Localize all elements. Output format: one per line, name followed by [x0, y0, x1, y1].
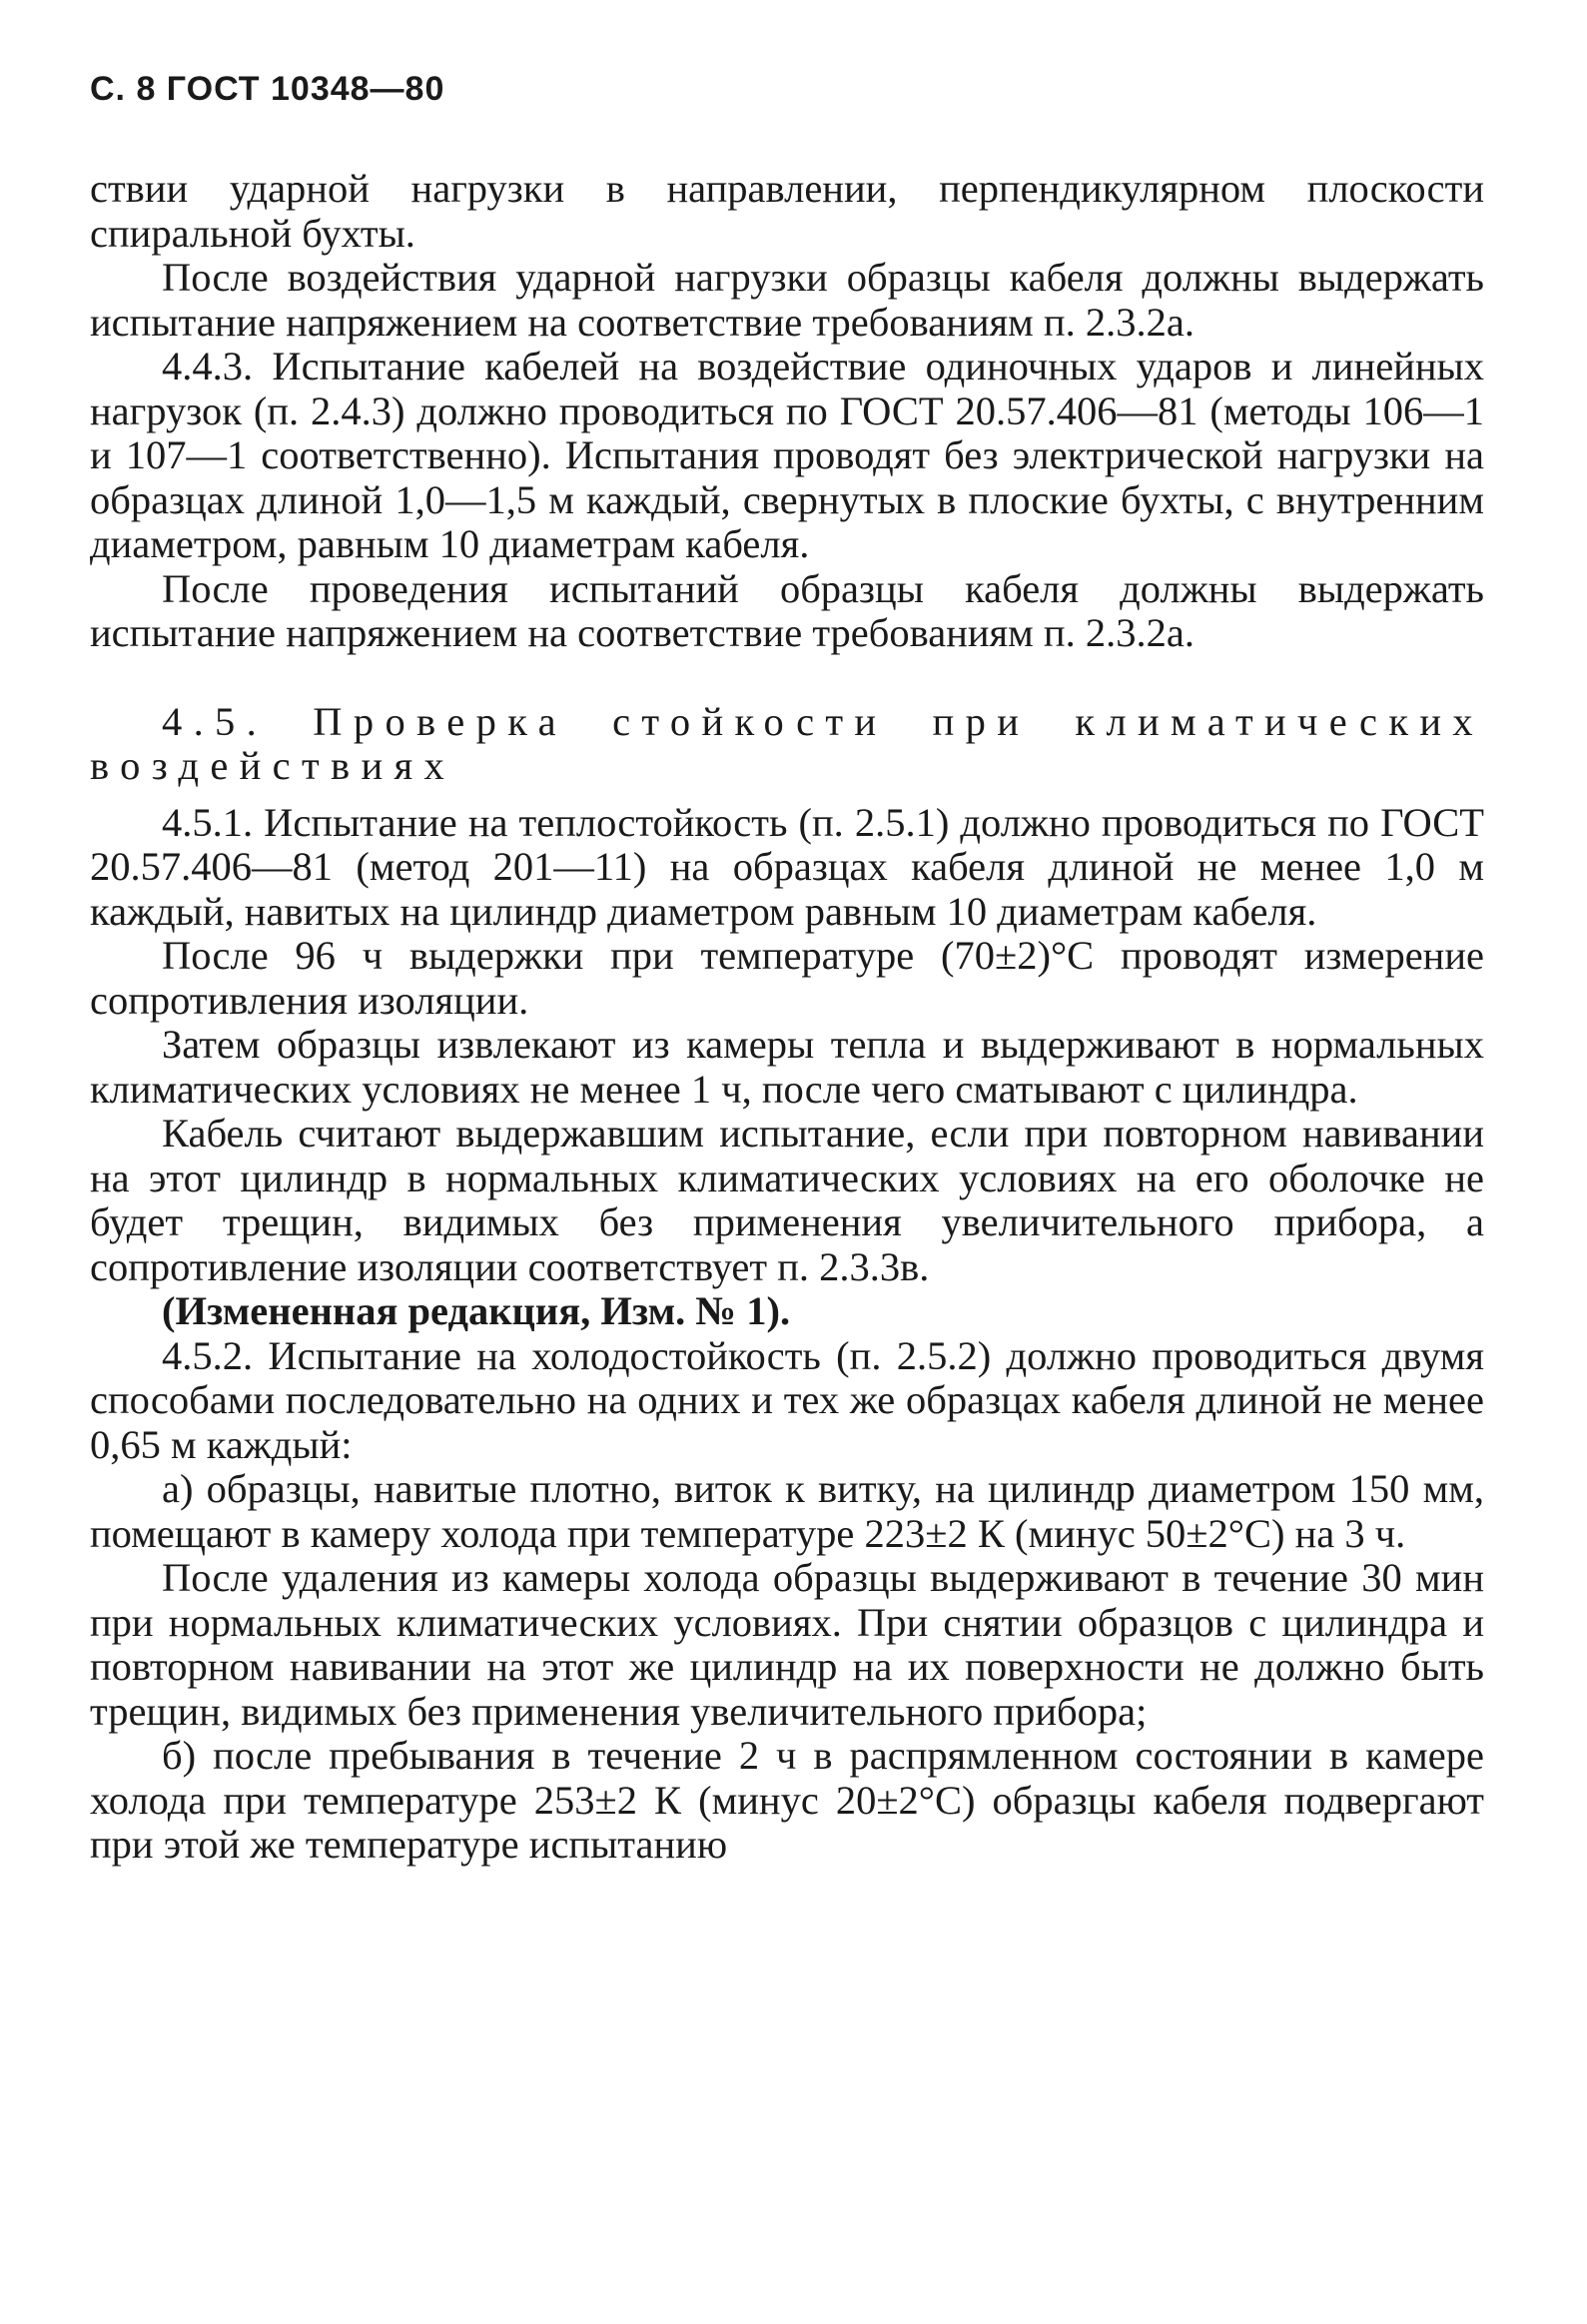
paragraph-heat-chamber: Затем образцы извлекают из камеры тепла и выдерживают в нормальных климатических условиях не менее 1 ч, после чего сматывают с цилиндра.: [90, 1022, 1484, 1112]
paragraph-4-5-2: 4.5.2. Испытание на холодостойкость (п. 2.5.2) должно проводиться двумя способами последовательно на одних и тех же образцах кабеля длиной не менее 0,65 м каждый:: [90, 1332, 1484, 1467]
paragraph-4-5-1: 4.5.1. Испытание на теплостойкость (п. 2.5.1) должно проводиться по ГОСТ 20.57.406—81 (метод 201—11) на образцах кабеля длиной не менее 1,0 м каждый, навитых на цилиндр диаметром равным 10 диаметрам кабеля.: [90, 799, 1484, 934]
paragraph-test-result: После проведения испытаний образцы кабеля должны выдержать испытание напряжением на соответствие требованиям п. 2.3.2а.: [90, 565, 1484, 655]
page-header: С. 8 ГОСТ 10348—80: [90, 70, 445, 108]
paragraph-4-4-3: 4.4.3. Испытание кабелей на воздействие одиночных ударов и линейных нагрузок (п. 2.4.3) должно проводиться по ГОСТ 20.57.406—81 (методы 106—1 и 107—1 соответственно). Испытания проводят без электрической нагрузки на образцах длиной 1,0—1,5 м каждый, свернутых в плоские бухты, с внутренним диаметром, равным 10 диаметрам кабеля.: [90, 344, 1484, 566]
amendment-note: (Измененная редакция, Изм. № 1).: [162, 1288, 791, 1333]
paragraph-cold-removal: После удаления из камеры холода образцы выдерживают в течение 30 мин при нормальных климатических условиях. При снятии образцов с цилиндра и повторном навивании на этот же цилиндр на их поверхности не должно быть трещин, видимых без применения увеличительного прибора;: [90, 1555, 1484, 1734]
paragraph-insulation-measure: После 96 ч выдержки при температуре (70±2)°С проводят измерение сопротивления изоляции.: [90, 933, 1484, 1023]
document-page: [90, 70, 1484, 1868]
document-body: [90, 167, 1484, 1868]
list-item-a: а) образцы, навитые плотно, виток к витку, на цилиндр диаметром 150 мм, помещают в камеру холода при температуре 223±2 К (минус 50±2°С) на 3 ч.: [90, 1466, 1484, 1556]
paragraph-continuation: ствии ударной нагрузки в направлении, перпендикулярном плоскости спиральной бухты.: [90, 166, 1484, 256]
list-item-b: б) после пребывания в течение 2 ч в распрямленном состоянии в камере холода при температуре 253±2 К (минус 20±2°С) образцы кабеля подвергают при этой же температуре испытанию: [90, 1733, 1484, 1867]
paragraph-pass-criteria: Кабель считают выдержавшим испытание, если при повторном навивании на этот цилиндр в нормальных климатических условиях на его оболочке не будет трещин, видимых без применения увеличительного прибора, а сопротивление изоляции соответствует п. 2.3.3в.: [90, 1111, 1484, 1289]
paragraph-impact-result: После воздействия ударной нагрузки образцы кабеля должны выдержать испытание напряжением на соответствие требованиям п. 2.3.2а.: [90, 255, 1484, 345]
section-heading-4-5: 4.5. Проверка стойкости при климатических воздействиях: [90, 698, 1484, 788]
